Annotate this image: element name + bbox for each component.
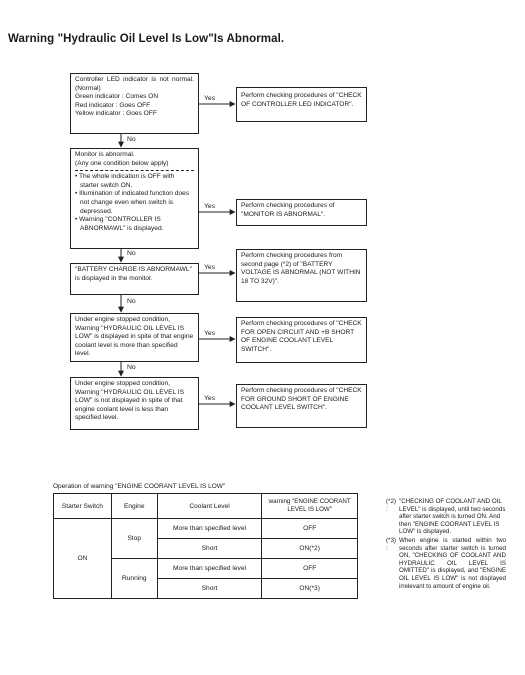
engine-cell: Stop [111, 519, 157, 559]
engine-cell: Running [111, 559, 157, 599]
condition-box-2: Monitor is abnormal. (Any one condition below apply) • The whole indication is OFF with starter switch ON. • Illumination of indicated function does not change even when switch is depressed. • Warning "CONTROLLER IS ABNORMAWL" is displayed. [70, 148, 199, 249]
condition-box-5: Under engine stopped condition, Warning "HYDRAULIC OIL LEVEL IS LOW" is not displayed in spite of that engine coolant level is less than specified level. [70, 377, 199, 430]
warning-cell: ON(*3) [262, 579, 358, 599]
yes-label: Yes [204, 264, 216, 271]
warning-cell: ON(*2) [262, 539, 358, 559]
action-box-4: Perform checking procedures of "CHECK FOR OPEN CIRCUIT AND +B SHORT OF ENGINE COOLANT LEVEL SWITCH". [236, 317, 367, 363]
footnote [386, 498, 506, 536]
yes-label: Yes [204, 203, 216, 210]
no-label: No [127, 364, 136, 371]
yes-label: Yes [204, 395, 216, 402]
header-warning: warning "ENGINE COORANT LEVEL IS LOW" [262, 494, 358, 519]
table-header-row [54, 494, 358, 519]
yes-label: Yes [204, 95, 216, 102]
action-box-2: Perform checking procedures of "MONITOR IS ABNORMAL". [236, 199, 367, 226]
dashed-divider [75, 170, 194, 171]
header-engine: Engine [111, 494, 157, 519]
starter-switch-cell: ON [54, 519, 112, 599]
condition-box-4: Under engine stopped condition, Warning "HYDRAULIC OIL LEVEL IS LOW" is displayed in spite of that engine coolant level is more than specified level. [70, 313, 199, 362]
footnote-mark: (*2) : [386, 498, 396, 513]
coolant-cell: Short [157, 539, 262, 559]
no-label: No [127, 298, 136, 305]
footnote-mark: (*3) : [386, 536, 396, 552]
condition-box-3: "BATTERY CHARGE IS ABNORMAWL" is displayed in the monitor. [70, 263, 199, 295]
footnote [386, 537, 506, 590]
operation-table [53, 493, 358, 599]
condition-box-1: Controller LED indicator is not normal. (Normal) Green indicator : Comes ON Red indicator : Goes OFF Yellow indicator : Goes OFF [70, 73, 199, 134]
header-coolant-level: Coolant Level [157, 494, 262, 519]
footnote-text: "CHECKING OF COOLANT AND OIL LEVEL" is displayed, until two seconds after starter switch is turned ON. And then "ENGINE COORANT LEVEL IS LOW" is displayed. [399, 498, 506, 536]
footnote-text: When engine is started within two seconds after starter switch is turned ON, "CHECKING OF COOLANT AND HYDRAULIC OIL LEVEL IS OMITTED" is displayed, and "ENGINE OIL LEVEL IS LOW" is not displayed irrelevant to amount of engine oil. [399, 536, 506, 590]
coolant-cell: Short [157, 579, 262, 599]
table-row [54, 519, 358, 539]
no-label: No [127, 136, 136, 143]
page-title: Warning "Hydraulic Oil Level Is Low"Is Abnormal. [8, 33, 285, 45]
action-box-3: Perform checking procedures from second page (*2) of "BATTERY VOLTAGE IS ABNORMAL (NOT WITHIN 18 TO 32V)". [236, 249, 367, 302]
list-item: • Illumination of indicated function does not change even when switch is depressed. [75, 190, 190, 215]
table-caption: Operation of warning "ENGINE COORANT LEVEL IS LOW" [53, 483, 226, 490]
list-item: • The whole indication is OFF with starter switch ON. [75, 173, 175, 189]
yes-label: Yes [204, 330, 216, 337]
warning-cell: OFF [262, 519, 358, 539]
list-item: • Warning "CONTROLLER IS ABNORMAWL" is displayed. [75, 216, 164, 232]
action-box-5: Perform checking procedures of "CHECK FOR GROUND SHORT OF ENGINE COOLANT LEVEL SWITCH". [236, 384, 367, 428]
warning-cell: OFF [262, 559, 358, 579]
coolant-cell: More than specified level [157, 559, 262, 579]
no-label: No [127, 250, 136, 257]
header-starter-switch: Starter Switch [54, 494, 112, 519]
footnotes [386, 498, 506, 591]
action-box-1: Perform checking procedures of "CHECK OF CONTROLLER LED INDICATOR". [236, 87, 367, 122]
coolant-cell: More than specified level [157, 519, 262, 539]
